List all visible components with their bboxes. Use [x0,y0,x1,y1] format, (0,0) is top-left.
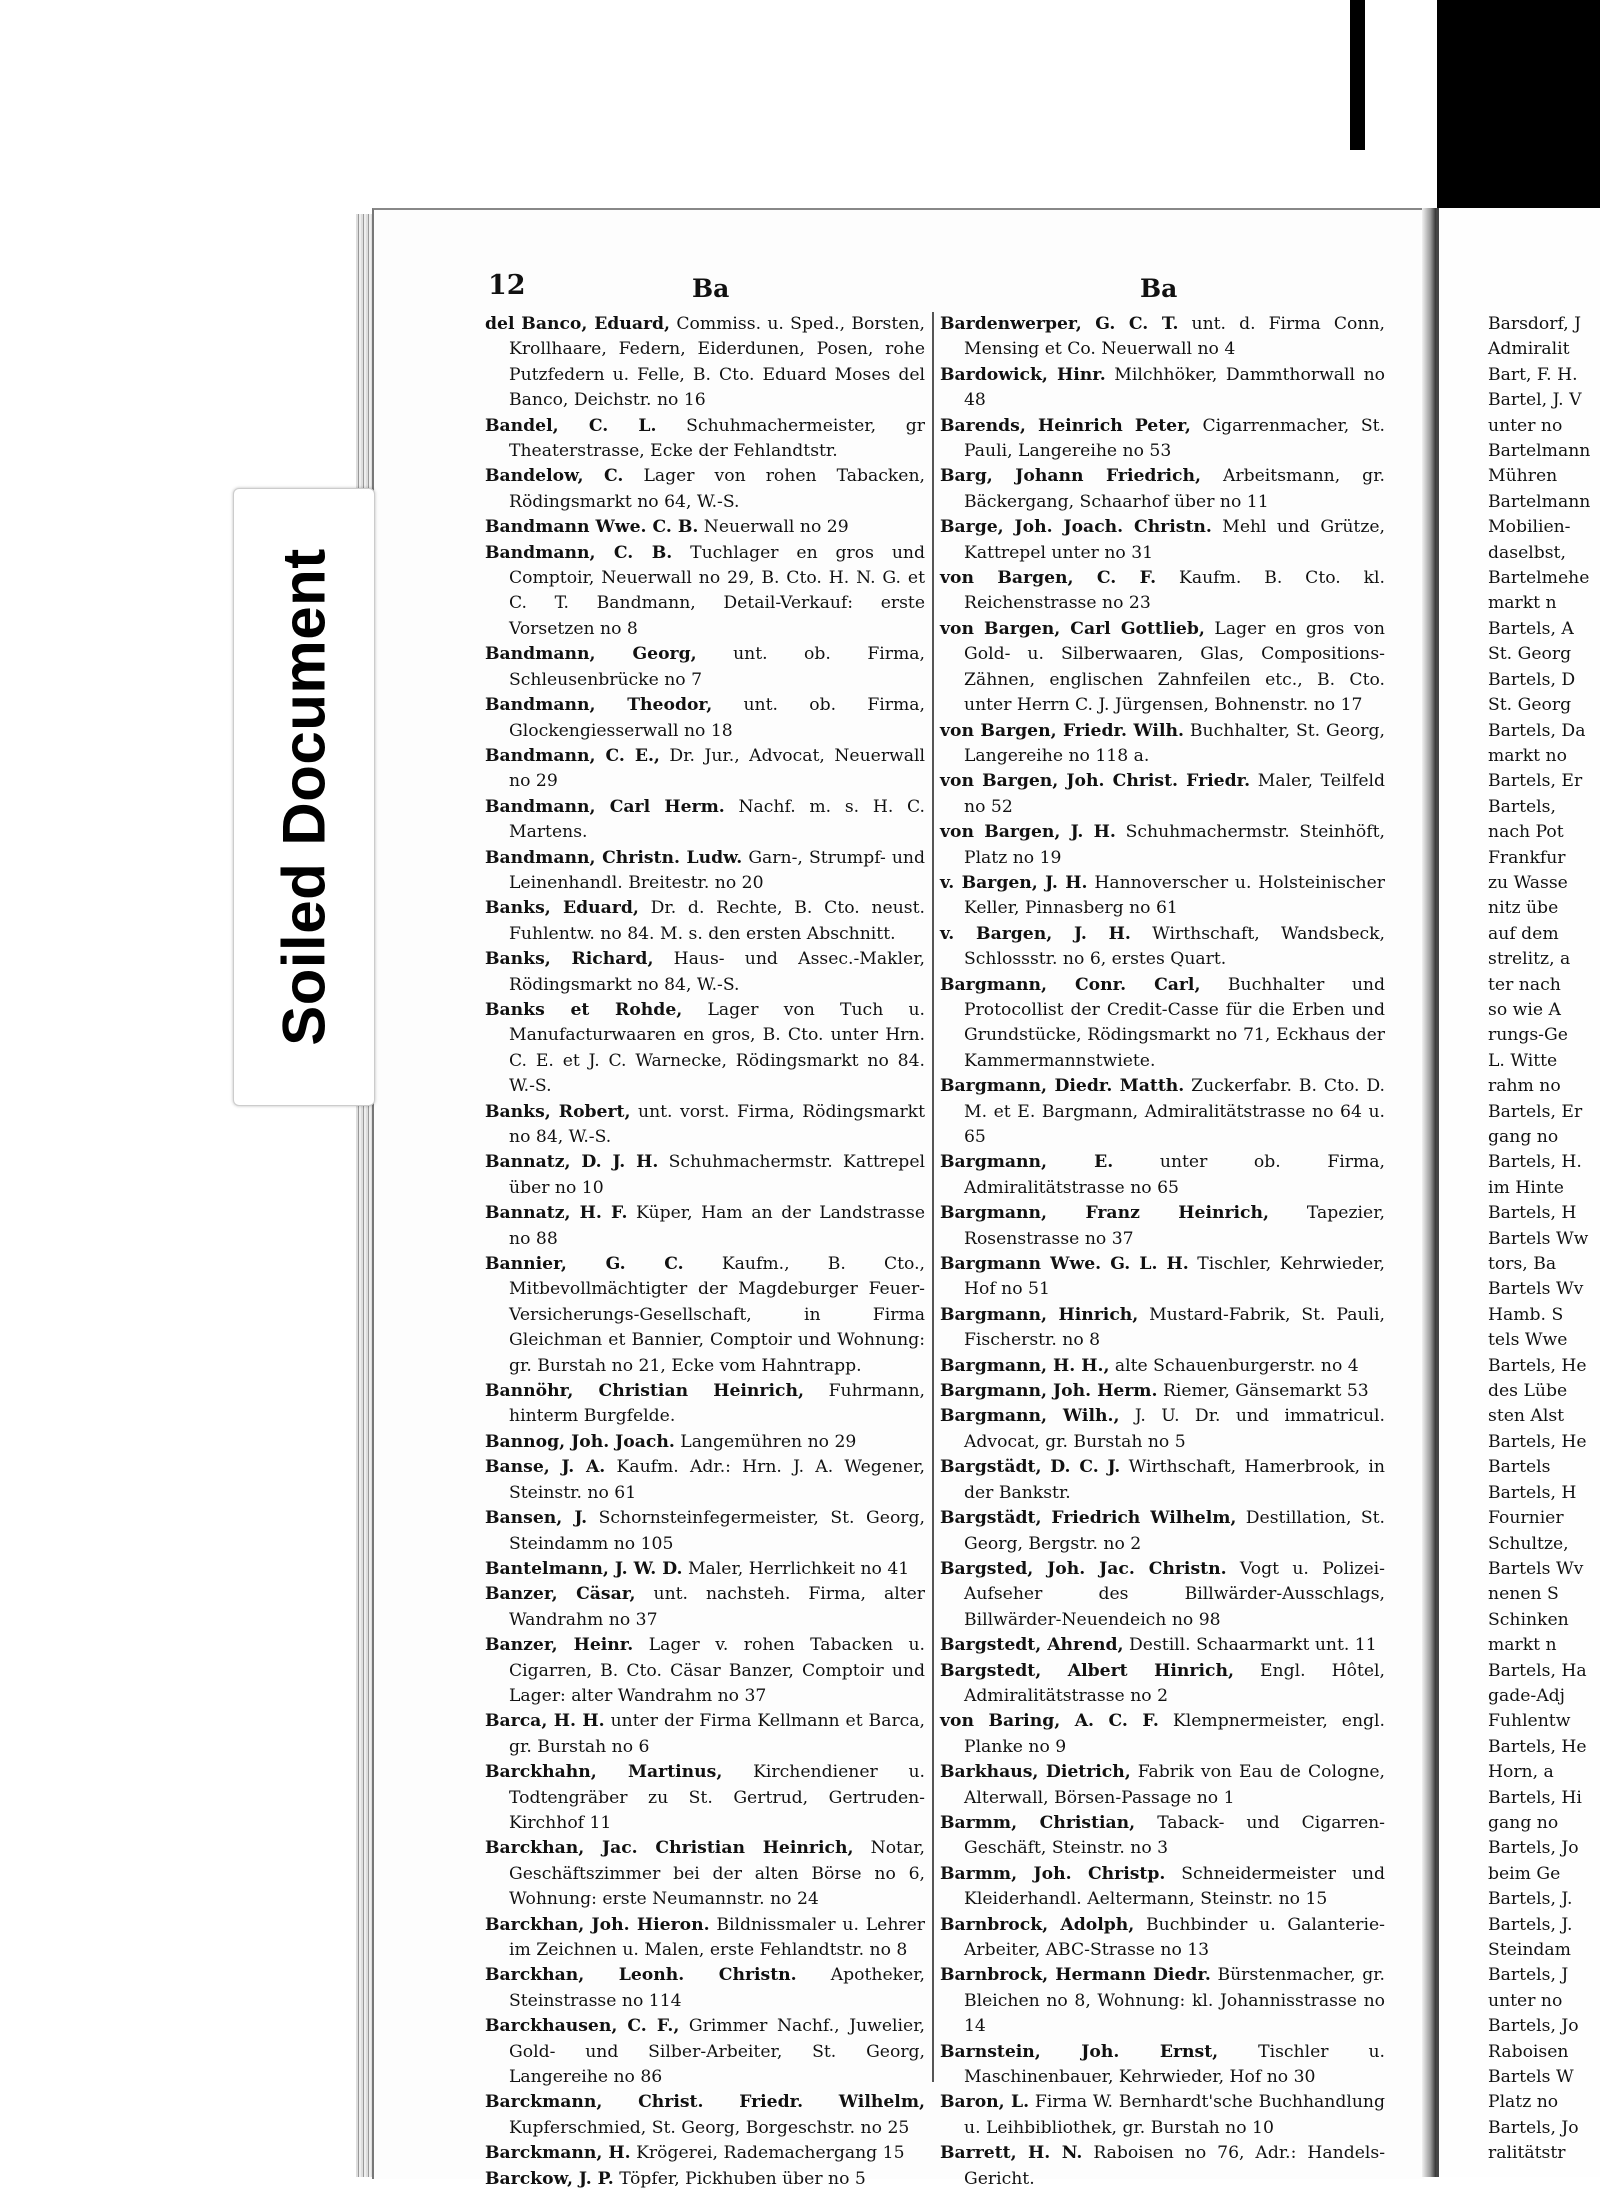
facing-page-fragment: zu Wasse [1488,872,1568,893]
directory-entry [940,1557,1385,1633]
entry-name: Bardowick, Hinr. [940,364,1106,385]
directory-column-middle [940,312,1385,2192]
entry-details: Langemühren no 29 [674,1431,857,1452]
entry-name: Barckmann, H. [485,2143,631,2164]
facing-page-fragment: Bartels Wv [1488,1558,1584,1579]
facing-page-fragment: Bartels, J. [1488,1889,1573,1910]
entry-details: Bürstenmacher, gr. Bleichen no 8, Wohnung: kl. Johannisstrasse no 14 [964,1965,1385,2037]
directory-entry [940,1404,1385,1455]
entry-name: Barnbrock, Adolph, [940,1914,1135,1935]
entry-details: Arbeitsmann, gr. Bäckergang, Schaarhof über no 11 [964,466,1385,512]
soiled-document-label [233,488,375,1106]
entry-name: Bargmann, Hinrich, [940,1304,1139,1325]
directory-entry [485,515,925,540]
entry-name: von Bargen, J. H. [940,822,1116,843]
facing-page-fragment: Hamb. S [1488,1304,1564,1325]
facing-page-fragment: St. Georg [1488,695,1572,716]
directory-entry [485,1150,925,1201]
entry-details: Cigarrenmacher, St. Pauli, Langereihe no 53 [964,415,1385,462]
entry-details: Destill. Schaarmarkt unt. 11 [1123,1635,1377,1656]
directory-entry [940,515,1385,566]
facing-page-fragment: Bartels Wv [1488,1279,1584,1300]
entry-details: Kaufm., B. Cto., Mitbevollmächtigter der Magdeburger Feuer-Versicherungs-Gesellschaft, in Firma Gleichman et Bannier, Comptoir und Wohnung: gr. Burstah no 21, Ecke vom Hahntrapp. [509,1254,925,1376]
entry-details: unter ob. Firma, Admiralitätstrasse no 65 [964,1152,1385,1198]
entry-details: Schornsteinfegermeister, St. Georg, Steindamm no 105 [509,1508,925,1554]
directory-entry [940,1354,1385,1379]
directory-entry [485,744,925,795]
entry-details: Commiss. u. Sped., Borsten, Krollhaare, Federn, Eiderdunen, Posen, rohe Putzfedern u. Felle, B. Cto. Eduard Moses del Banco, Deichstr. no 16 [509,314,925,411]
facing-page-fragment: Platz no [1488,2092,1559,2113]
entry-name: Barends, Heinrich Peter, [940,415,1191,436]
entry-name: Barrett, H. N. [940,2143,1083,2164]
facing-page-fragment: Bartelmann [1488,441,1591,462]
directory-entry [485,2014,925,2090]
facing-page-fragment: tors, Ba [1488,1254,1557,1275]
page-number: 12 [488,270,526,301]
entry-details: Firma W. Bernhardt'sche Buchhandlung u. Leihbibliothek, gr. Burstah no 10 [964,2092,1386,2138]
facing-page-fragment: L. Witte [1488,1050,1558,1071]
directory-entry [485,846,925,897]
entry-details: unt. d. Firma Conn, Mensing et Co. Neuerwall no 4 [964,314,1385,360]
entry-name: Barckhausen, C. F., [485,2016,680,2037]
facing-page-fragment: Bartels, Hi [1488,1787,1582,1808]
directory-entry [940,1201,1385,1252]
entry-details: Töpfer, Pickhuben über no 5 [613,2168,866,2189]
facing-page-fragment: Raboisen [1488,2041,1569,2062]
entry-name: Bannog, Joh. Joach. [485,1431,675,1452]
facing-page-fragment: nitz übe [1488,898,1559,919]
entry-details: Wirthschaft, Hamerbrook, in der Bankstr. [964,1457,1385,1503]
entry-details: Buchbinder u. Galanterie-Arbeiter, ABC-Strasse no 13 [964,1914,1385,1960]
entry-details: Grimmer Nachf., Juwelier, Gold- und Silber-Arbeiter, St. Georg, Langereihe no 86 [509,2016,925,2088]
directory-entry [485,693,925,744]
entry-name: Banzer, Cäsar, [485,1584,636,1605]
entry-details: Lager von Tuch u. Manufacturwaaren en gros, B. Cto. unter Hrn. C. E. et J. C. Warnecke, Rödingsmarkt no 84. W.-S. [509,999,925,1097]
directory-entry [940,1659,1385,1710]
book-gutter [1422,208,1436,2177]
entry-name: Bargmann, E. [940,1152,1114,1173]
entry-name: Bandmann, Carl Herm. [485,796,725,817]
entry-details: Schneidermeister und Kleiderhandl. Aeltermann, Steinstr. no 15 [964,1863,1385,1910]
facing-page-fragment: rungs-Ge [1488,1025,1568,1046]
directory-entry [940,464,1385,515]
entry-name: del Banco, Eduard, [485,314,671,334]
entry-details: Kupferschmied, St. Georg, Borgeschstr. no 25 [509,2117,910,2138]
directory-entry [940,1379,1385,1404]
directory-entry [485,1201,925,1252]
facing-page-fragment: ralitätstr [1488,2143,1566,2164]
facing-page-fragment: unter no [1488,1990,1563,2011]
entry-details: Klempnermeister, engl. Planke no 9 [964,1711,1385,1757]
entry-name: Barnstein, Joh. Ernst, [940,2041,1219,2062]
entry-details: Engl. Hôtel, Admiralitätstrasse no 2 [964,1660,1385,1706]
directory-entry [940,1150,1385,1201]
facing-page-fragment: Bartels, H. [1488,1152,1582,1173]
facing-page-fragment: Bartels, H [1488,1482,1577,1503]
entry-details: Garn-, Strumpf- und Leinenhandl. Breitestr. no 20 [509,847,926,893]
entry-details: Mustard-Fabrik, St. Pauli, Fischerstr. no 8 [964,1304,1385,1351]
facing-page-fragment: Bartels, He [1488,1355,1587,1376]
column-divider [932,312,934,2082]
facing-page-fragment: Bartels, Jo [1488,2117,1579,2138]
facing-page-fragment: Horn, a [1488,1762,1554,1783]
facing-page-fragment: gang no [1488,1127,1559,1147]
facing-page-fragment: beim Ge [1488,1863,1561,1884]
entry-name: Banzer, Heinr. [485,1635,634,1656]
entry-name: Barge, Joh. Joach. Christn. [940,517,1212,538]
entry-name: Bannatz, H. F. [485,1203,628,1224]
facing-page-fragment: St. Georg [1488,644,1572,665]
entry-details: Kirchendiener u. Todtengräber zu St. Gertrud, Gertruden-Kirchhof 11 [509,1762,925,1833]
facing-page-fragment: des Lübe [1488,1381,1568,1402]
facing-page-fragment: Bartels, Da [1488,720,1586,741]
facing-page-fragment: Bartels, A [1488,618,1574,639]
facing-page-fragment: gang no [1488,1812,1559,1833]
facing-page-fragment: Frankfur [1488,847,1566,868]
entry-details: Schuhmachermstr. Steinhöft, Platz no 19 [964,822,1385,868]
facing-page-fragment: Mobilien- [1488,517,1571,538]
entry-details: Taback- und Cigarren-Geschäft, Steinstr. no 3 [964,1812,1385,1859]
facing-page-fragment: sten Alst [1488,1406,1565,1427]
directory-entry [940,1074,1385,1150]
entry-name: Barca, H. H. [485,1711,605,1732]
facing-page-fragment: im Hinte [1488,1177,1564,1198]
facing-page-fragment: markt no [1488,745,1567,766]
entry-details: Dr. d. Rechte, B. Cto. neust. Fuhlentw. no 84. M. s. den ersten Abschnitt. [509,898,925,944]
directory-entry [485,1506,925,1557]
entry-name: Barnbrock, Hermann Diedr. [940,1965,1211,1986]
directory-entry [940,1506,1385,1557]
directory-entry [485,998,925,1100]
entry-details: unt. nachsteh. Firma, alter Wandrahm no 37 [509,1584,926,1630]
entry-details: Wirthschaft, Wandsbeck, Schlossstr. no 6, erstes Quart. [964,923,1385,970]
facing-page-fragment: markt n [1488,1635,1557,1656]
entry-details: Krögerei, Rademachergang 15 [630,2143,905,2164]
entry-details: Vogt u. Polizei-Aufseher des Billwärder-Ausschlags, Billwärder-Neuendeich no 98 [964,1558,1385,1630]
directory-entry [940,617,1385,719]
directory-entry [940,312,1385,363]
entry-name: Barkhaus, Dietrich, [940,1762,1131,1783]
facing-page-fragment: Bartels Ww [1488,1228,1589,1249]
entry-name: Bargmann, Franz Heinrich, [940,1203,1269,1224]
entry-name: Baron, L. [940,2092,1030,2113]
entry-details: Fuhrmann, hinterm Burgfelde. [509,1381,925,1427]
directory-entry [940,1913,1385,1964]
entry-name: Bargmann, Diedr. Matth. [940,1076,1185,1097]
entry-name: Bannier, G. C. [485,1254,684,1275]
entry-name: Bargmann, H. H., [940,1355,1110,1376]
facing-page-fragment: nenen S [1488,1584,1559,1605]
facing-page-fragment: Bartels, He [1488,1736,1587,1757]
directory-entry [485,795,925,846]
facing-page-fragment: Bartels, H [1488,1203,1577,1224]
entry-name: Bandmann, C. E., [485,745,660,766]
directory-entry [485,1836,925,1912]
entry-name: Barckhan, Jac. Christian Heinrich, [485,1838,854,1859]
entry-details: Notar, Geschäftszimmer bei der alten Börse no 6, Wohnung: erste Neumannstr. no 24 [509,1838,925,1910]
directory-entry [940,414,1385,465]
entry-details: Dr. Jur., Advocat, Neuerwall no 29 [509,745,925,792]
entry-name: Bandmann, Theodor, [485,695,713,716]
entry-details: Mehl und Grütze, Kattrepel unter no 31 [964,517,1386,563]
entry-details: Tuchlager en gros und Comptoir, Neuerwall no 29, B. Cto. H. N. G. et C. T. Bandmann, Detail-Verkauf: erste Vorsetzen no 8 [509,542,925,639]
directory-entry [485,1963,925,2014]
entry-details: unter der Firma Kellmann et Barca, gr. Burstah no 6 [509,1711,925,1757]
scan-black-bar-left [1350,0,1365,150]
entry-name: Bargmann Wwe. G. L. H. [940,1254,1189,1275]
entry-name: Bargstädt, Friedrich Wilhelm, [940,1508,1237,1529]
entry-name: von Bargen, Joh. Christ. Friedr. [940,771,1251,792]
directory-entry [485,642,925,693]
facing-page-fragment: gade-Adj [1488,1685,1565,1706]
entry-details: Lager von rohen Tabacken, Rödingsmarkt no 64, W.-S. [509,466,925,512]
directory-entry [485,1252,925,1379]
facing-page-fragment: Bartels, Jo [1488,1838,1579,1859]
facing-page-fragment: Bart, F. H. [1488,364,1578,385]
facing-page-fragment: daselbst, [1488,542,1566,563]
facing-page-fragment: Bartels, Er [1488,771,1583,792]
entry-name: Banse, J. A. [485,1457,606,1478]
entry-name: Barckhan, Leonh. Christn. [485,1965,797,1986]
entry-details: Lager en gros von Gold- u. Silberwaaren, Glas, Compositions-Zähnen, englischen Zahnfeilen etc., B. Cto. unter Herrn C. J. Jürgensen, Bohnenstr. no 17 [964,618,1385,716]
directory-entry [485,1430,925,1455]
entry-details: Nachf. m. s. H. C. Martens. [509,796,925,843]
directory-column-facing [1488,312,1600,2167]
entry-name: Bargmann, Joh. Herm. [940,1381,1158,1402]
directory-entry [940,1760,1385,1811]
entry-details: alte Schauenburgerstr. no 4 [1109,1355,1359,1376]
entry-details: Schuhmachermstr. Kattrepel über no 10 [509,1152,925,1198]
entry-name: Bandmann, Georg, [485,644,697,665]
facing-page-fragment: Bartelmann [1488,491,1591,512]
directory-entry [940,1455,1385,1506]
entry-name: Bargmann, Conr. Carl, [940,974,1201,995]
entry-details: Schuhmachermeister, gr Theaterstrasse, Ecke der Fehlandtstr. [509,415,925,462]
directory-entry [485,1455,925,1506]
facing-page-fragment: auf dem [1488,923,1559,944]
directory-column-left [485,312,925,2192]
directory-entry [485,2141,925,2166]
entry-name: Bandmann, C. B. [485,542,673,563]
facing-page-fragment: ter nach [1488,974,1561,995]
entry-name: Bandmann, Christn. Ludw. [485,847,743,868]
entry-details: Kaufm. Adr.: Hrn. J. A. Wegener, Steinstr. no 61 [509,1457,926,1503]
entry-details: Hannoverscher u. Holsteinischer Keller, Pinnasberg no 61 [964,872,1385,919]
entry-name: Barmm, Christian, [940,1812,1136,1833]
entry-name: Bandmann Wwe. C. B. [485,517,699,538]
directory-entry [940,1963,1385,2039]
entry-name: Bandelow, C. [485,466,624,487]
entry-name: Bardenwerper, G. C. T. [940,314,1179,334]
directory-entry [485,2090,925,2141]
directory-entry [485,2167,925,2192]
facing-page-fragment: Bartels, Ha [1488,1660,1587,1681]
entry-name: Barckhan, Joh. Hieron. [485,1914,710,1935]
facing-page-fragment: Bartels, J [1488,1965,1569,1986]
directory-entry [940,973,1385,1075]
entry-details: Bildnissmaler u. Lehrer im Zeichnen u. Malen, erste Fehlandtstr. no 8 [509,1914,925,1960]
directory-entry [485,312,925,414]
entry-name: Bantelmann, J. W. D. [485,1558,683,1579]
directory-entry [940,1862,1385,1913]
directory-entry [485,896,925,947]
entry-details: Kaufm. B. Cto. kl. Reichenstrasse no 23 [964,568,1385,614]
entry-name: von Baring, A. C. F. [940,1711,1159,1732]
facing-page-fragment: Bartels, Jo [1488,2016,1579,2037]
directory-entry [485,947,925,998]
facing-page-fragment: Bartels, D [1488,669,1576,690]
entry-name: v. Bargen, J. H. [940,923,1131,944]
directory-entry [940,769,1385,820]
running-head-right: Ba [1140,274,1178,303]
directory-entry [485,1100,925,1151]
entry-name: Bandel, C. L. [485,415,657,436]
entry-name: Bargstedt, Albert Hinrich, [940,1660,1234,1681]
entry-name: Banks, Robert, [485,1101,631,1122]
entry-name: Barg, Johann Friedrich, [940,466,1201,487]
entry-details: Maler, Herrlichkeit no 41 [682,1558,910,1579]
entry-name: Banks, Eduard, [485,898,639,919]
directory-entry [940,1811,1385,1862]
entry-details: Buchhalter und Protocollist der Credit-Casse für die Erben und Grundstücke, Rödingsmarkt no 71, Eckhaus der Kammermannstwiete. [964,974,1385,1071]
facing-page-fragment: Steindam [1488,1940,1571,1960]
facing-page-fragment: Bartels, J. [1488,1914,1573,1935]
entry-name: Banks et Rohde, [485,999,683,1020]
facing-page-fragment: Schinken [1488,1609,1569,1630]
directory-entry [485,1913,925,1964]
entry-details: Tischler, Kehrwieder, Hof no 51 [964,1254,1385,1300]
entry-name: von Bargen, C. F. [940,568,1157,589]
directory-entry [940,922,1385,973]
directory-entry [485,1557,925,1582]
facing-page-fragment: unter no [1488,415,1563,436]
entry-name: Banks, Richard, [485,949,654,970]
entry-details: Küper, Ham an der Landstrasse no 88 [509,1203,925,1249]
entry-details: unt. vorst. Firma, Rödingsmarkt no 84, W.-S. [509,1101,925,1147]
facing-page-fragment: Bartels W [1488,2067,1574,2088]
entry-name: Bargstädt, D. C. J. [940,1457,1121,1478]
running-head-left: Ba [692,274,730,303]
entry-name: Barckhahn, Martinus, [485,1762,723,1783]
facing-page-fragment: strelitz, a [1488,949,1571,970]
entry-name: von Bargen, Friedr. Wilh. [940,720,1184,741]
facing-page-fragment: nach Pot [1488,822,1564,843]
soiled-document-text: Soiled Document [270,548,338,1046]
entry-name: Barckmann, Christ. Friedr. Wilhelm, [485,2092,925,2113]
entry-details: Destillation, St. Georg, Bergstr. no 2 [964,1508,1385,1554]
directory-entry [485,1633,925,1709]
directory-entry [485,464,925,515]
directory-entry [485,1379,925,1430]
directory-entry [940,1252,1385,1303]
entry-name: Bansen, J. [485,1508,588,1529]
entry-details: Buchhalter, St. Georg, Langereihe no 118 a. [964,720,1385,766]
facing-page-fragment: Bartelmehe [1488,568,1590,589]
directory-entry [940,1633,1385,1658]
entry-details: Tapezier, Rosenstrasse no 37 [964,1203,1385,1249]
entry-name: v. Bargen, J. H. [940,872,1088,893]
entry-details: Neuerwall no 29 [698,517,849,538]
entry-details: Haus- und Assec.-Makler, Rödingsmarkt no 84, W.-S. [509,949,925,995]
entry-details: J. U. Dr. und immatricul. Advocat, gr. Burstah no 5 [964,1406,1385,1452]
facing-page-fragment: Bartels [1488,1457,1551,1478]
directory-entry [940,2141,1385,2192]
entry-details: Fabrik von Eau de Cologne, Alterwall, Börsen-Passage no 1 [964,1762,1385,1808]
entry-details: Lager v. rohen Tabacken u. Cigarren, B. Cto. Cäsar Banzer, Comptoir und Lager: alter Wandrahm no 37 [509,1635,925,1706]
facing-page-fragment: Mühren [1488,466,1558,487]
facing-page-fragment: markt n [1488,593,1557,614]
facing-page-fragment: Bartels, He [1488,1431,1587,1452]
entry-name: Bannatz, D. J. H. [485,1152,659,1173]
entry-name: von Bargen, Carl Gottlieb, [940,618,1205,639]
facing-page-fragment: Fuhlentw [1488,1711,1571,1732]
entry-details: Milchhöker, Dammthorwall no 48 [964,364,1386,411]
entry-details: Apotheker, Steinstrasse no 114 [509,1965,925,2011]
entry-name: Barmm, Joh. Christp. [940,1863,1166,1884]
directory-entry [940,2040,1385,2091]
directory-entry [485,414,925,465]
facing-page-fragment: Fournier [1488,1508,1564,1529]
facing-page-fragment: Bartel, J. V [1488,390,1582,411]
entry-details: Tischler u. Maschinenbauer, Kehrwieder, Hof no 30 [964,2041,1385,2088]
scan-black-bar-right [1437,0,1600,210]
entry-name: Bargstedt, Ahrend, [940,1635,1124,1656]
directory-entry [485,541,925,643]
directory-entry [940,1303,1385,1354]
directory-entry [940,820,1385,871]
entry-details: unt. ob. Firma, Glockengiesserwall no 18 [509,695,925,741]
facing-page-fragment: Admiralit [1488,339,1570,360]
facing-page-fragment: Schultze, [1488,1533,1569,1554]
entry-name: Bargsted, Joh. Jac. Christn. [940,1558,1227,1579]
facing-page-fragment: so wie A [1488,999,1561,1020]
facing-page-fragment: Bartels, [1488,796,1556,817]
facing-page-fragment: rahm no [1488,1076,1561,1097]
facing-page-fragment: Barsdorf, J [1488,314,1582,334]
directory-entry [940,719,1385,770]
facing-page-fragment: Bartels, Er [1488,1101,1583,1122]
entry-name: Bargmann, Wilh., [940,1406,1120,1427]
entry-details: Riemer, Gänsemarkt 53 [1157,1381,1369,1402]
entry-details: unt. ob. Firma, Schleusenbrücke no 7 [509,644,925,690]
directory-entry [940,871,1385,922]
entry-name: Barckow, J. P. [485,2168,614,2189]
entry-details: Zuckerfabr. B. Cto. D. M. et E. Bargmann, Admiralitätstrasse no 64 u. 65 [964,1076,1385,1147]
directory-entry [485,1582,925,1633]
directory-entry [940,566,1385,617]
facing-page-fragment: tels Wwe [1488,1330,1568,1351]
directory-entry [940,363,1385,414]
entry-name: Bannöhr, Christian Heinrich, [485,1381,804,1402]
entry-details: Maler, Teilfeld no 52 [964,771,1385,817]
directory-entry [485,1709,925,1760]
entry-details: Raboisen no 76, Adr.: Handels-Gericht. [964,2143,1385,2189]
directory-entry [940,1709,1385,1760]
directory-entry [940,2090,1385,2141]
directory-entry [485,1760,925,1836]
